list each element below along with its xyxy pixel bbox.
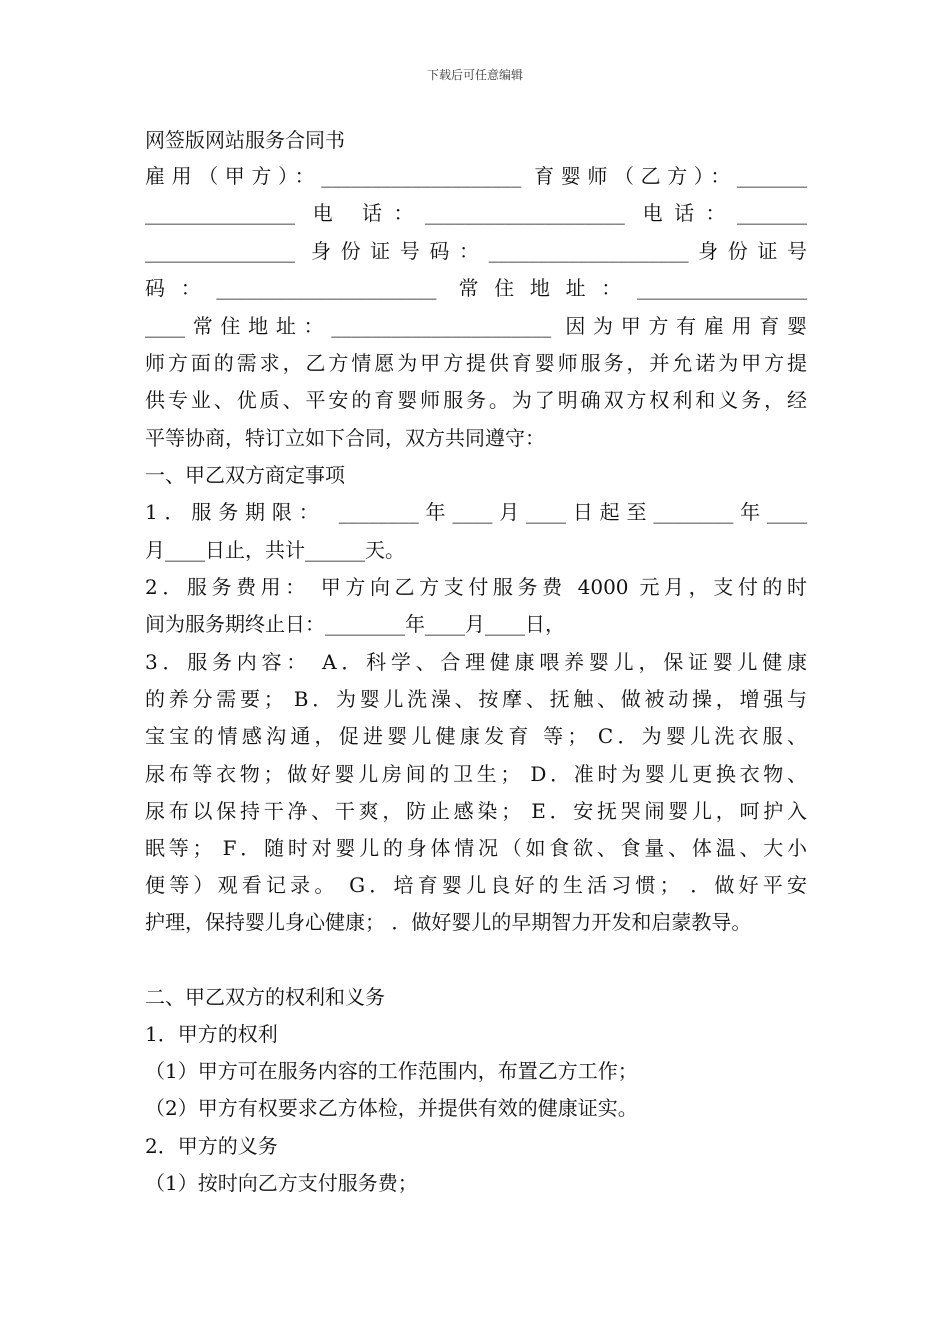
contract-line: 尿布以保持干净、干爽，防止感染； E．安抚哭闹婴儿，呵护入 xyxy=(145,799,807,823)
contract-line: 供专业、优质、平安的育婴师服务。为了明确双方权利和义务，经 xyxy=(145,388,807,412)
contract-line: 尿布等衣物；做好婴儿房间的卫生； D．准时为婴儿更换衣物、 xyxy=(145,762,807,786)
contract-line: （2）甲方有权要求乙方体检，并提供有效的健康证实。 xyxy=(145,1096,638,1120)
contract-line: （1）甲方可在服务内容的工作范围内，布置乙方工作； xyxy=(145,1059,638,1083)
contract-line: 护理，保持婴儿身心健康； ．做好婴儿的早期智力开发和启蒙教导。 xyxy=(145,910,752,934)
contract-line: ____常住地址：______________________ 因为甲方有雇用育婴 xyxy=(145,314,807,338)
contract-line: 平等协商，特订立如下合同，双方共同遵守： xyxy=(145,426,545,450)
contract-line: （1）按时向乙方支付服务费； xyxy=(145,1171,418,1195)
subsection-heading: 2．甲方的义务 xyxy=(145,1134,278,1158)
contract-line: 眠等； F．随时对婴儿的身体情况（如食欲、食量、体温、大小 xyxy=(145,836,807,860)
document-title: 网签版网站服务合同书 xyxy=(145,128,345,152)
contract-line: 雇用（甲方）：____________________ 育婴师（乙方）：_______ xyxy=(145,164,807,188)
contract-line: 间为服务期终止日：________年____月____日， xyxy=(145,612,565,636)
section-heading: 一、甲乙双方商定事项 xyxy=(145,463,345,487)
contract-line: 1．服务期限： ________年____月____日起至________年____ xyxy=(145,500,807,524)
contract-line: _______________ 电 话：____________________ 电话：_______ xyxy=(145,201,807,225)
contract-line: 3．服务内容： A．科学、合理健康喂养婴儿，保证婴儿健康 xyxy=(145,650,807,674)
contract-line: 便等）观看记录。 G．培育婴儿良好的生活习惯； ．做好平安 xyxy=(145,873,807,897)
contract-line: 师方面的需求，乙方情愿为甲方提供育婴师服务，并允诺为甲方提 xyxy=(145,351,807,375)
subsection-heading: 1．甲方的权利 xyxy=(145,1022,278,1046)
section-heading: 二、甲乙双方的权利和义务 xyxy=(145,985,385,1009)
contract-line: 月____日止，共计______天。 xyxy=(145,538,405,562)
contract-line: 宝宝的情感沟通，促进婴儿健康发育 等； C．为婴儿洗衣服、 xyxy=(145,724,807,748)
contract-line: 2．服务费用： 甲方向乙方支付服务费 4000 元月，支付的时 xyxy=(145,575,807,599)
contract-line: _______________ 身份证号码：____________________身份证号 xyxy=(145,239,807,263)
page-header: 下载后可任意编辑 xyxy=(426,68,523,82)
contract-line: 的养分需要； B．为婴儿洗澡、按摩、抚触、做被动操，增强与 xyxy=(145,687,807,711)
contract-line: 码：______________________ 常住地址：_________________ xyxy=(145,276,807,300)
